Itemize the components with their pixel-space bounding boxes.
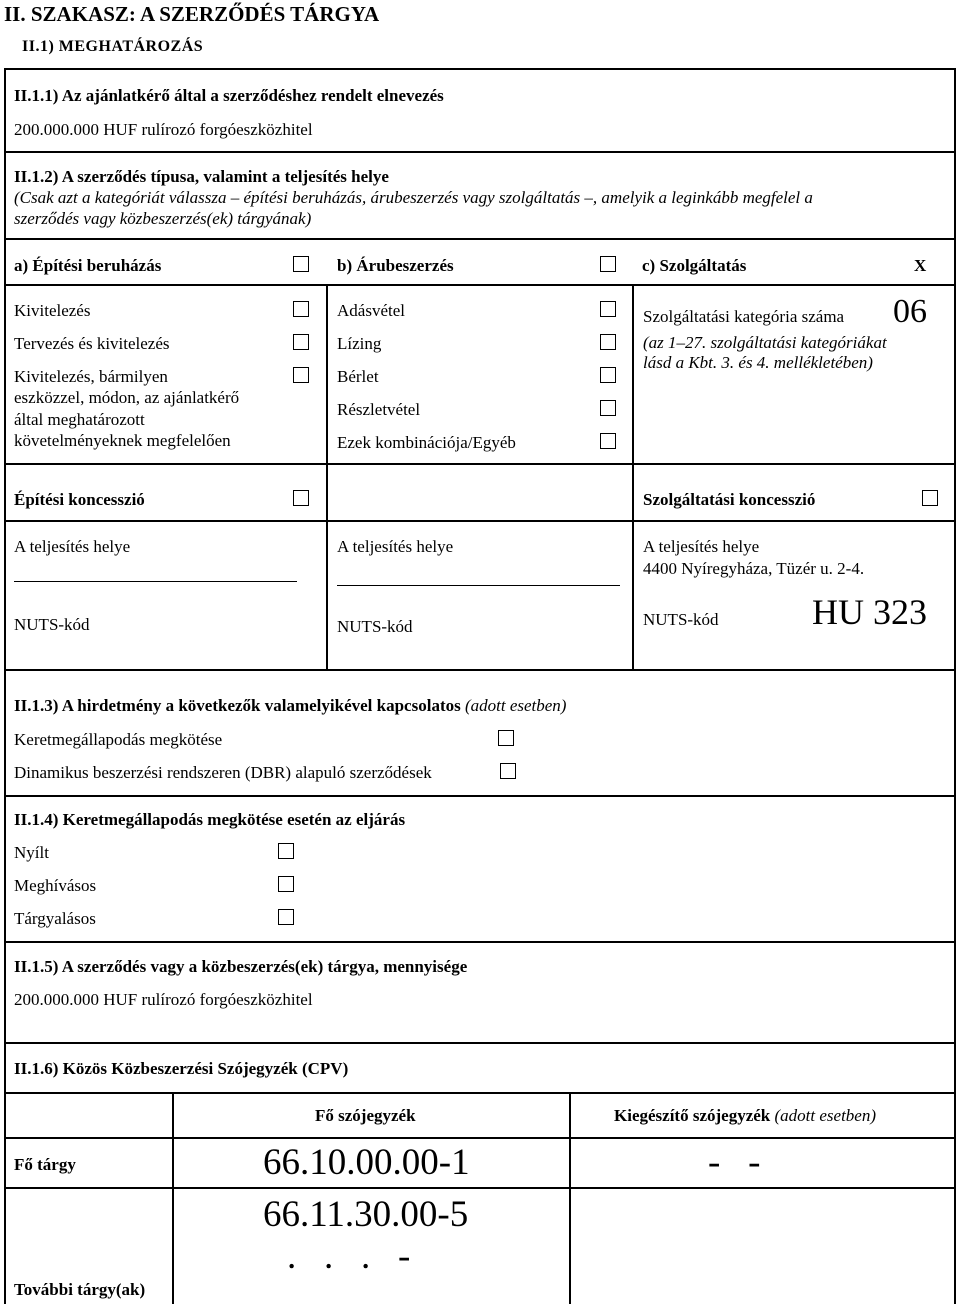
divider — [4, 463, 956, 465]
cpv-main-header: Fő szójegyzék — [315, 1106, 416, 1125]
concession-c-label: Szolgáltatási koncesszió — [643, 490, 816, 509]
col-a-item-checkbox[interactable] — [293, 334, 309, 350]
col-a-item: Kivitelezés — [14, 301, 91, 320]
place-label-b: A teljesítés helye — [337, 537, 454, 556]
s116-title: II.1.6) Közös Közbeszerzési Szójegyzék (CPV) — [14, 1059, 349, 1078]
cpv-main-code: 66.10.00.00-1 — [263, 1142, 470, 1183]
col-b-item: Bérlet — [337, 367, 379, 386]
col-divider — [326, 284, 328, 464]
divider — [4, 1042, 956, 1044]
cpv-supp-header: Kiegészítő szójegyzék — [614, 1106, 771, 1125]
divider — [4, 151, 956, 153]
s112-title: II.1.2) A szerződés típusa, valamint a teljesítés helye — [14, 167, 389, 186]
category-value: 06 — [893, 293, 927, 330]
col-divider — [632, 284, 634, 464]
s113-item-checkbox[interactable] — [500, 763, 516, 779]
cpv-supp-header-row — [614, 1106, 876, 1126]
divider — [4, 284, 956, 286]
s112-note-2: szerződés vagy közbeszerzés(ek) tárgyának) — [14, 209, 312, 228]
col-b-item-checkbox[interactable] — [600, 367, 616, 383]
col-b-item-checkbox[interactable] — [600, 334, 616, 350]
col-divider — [632, 520, 634, 670]
place-value-c: 4400 Nyíregyháza, Tüzér u. 2-4. — [643, 559, 865, 578]
cpv-col-divider — [569, 1092, 571, 1304]
frame-left — [4, 68, 6, 1304]
s113-title: II.1.3) A hirdetmény a következők valamelyikével kapcsolatos — [14, 696, 461, 715]
col-b-item-checkbox[interactable] — [600, 433, 616, 449]
col-a-checkbox[interactable] — [293, 256, 309, 272]
cpv-main-supp: - - — [708, 1142, 761, 1183]
nuts-value-c: HU 323 — [812, 592, 927, 632]
nuts-label-c: NUTS-kód — [643, 610, 719, 629]
s113-title-row — [14, 696, 566, 716]
col-divider — [632, 463, 634, 521]
s115-title: II.1.5) A szerződés vagy a közbeszerzés(ek) tárgya, mennyisége — [14, 957, 468, 976]
s114-item-checkbox[interactable] — [278, 843, 294, 859]
s111-value: 200.000.000 HUF rulírozó forgóeszközhitel — [14, 120, 313, 139]
col-b-checkbox[interactable] — [600, 256, 616, 272]
subsection-title: II.1) MEGHATÁROZÁS — [22, 38, 204, 55]
divider — [4, 795, 956, 797]
col-b-item: Adásvétel — [337, 301, 405, 320]
cpv-supp-header-note: (adott esetben) — [774, 1106, 876, 1125]
divider — [4, 1187, 956, 1189]
col-b-header: b) Árubeszerzés — [337, 256, 454, 275]
concession-a-label: Építési koncesszió — [14, 490, 145, 509]
col-b-item: Lízing — [337, 334, 382, 353]
nuts-label-a: NUTS-kód — [14, 615, 90, 634]
s111-title: II.1.1) Az ajánlatkérő által a szerződéshez rendelt elnevezés — [14, 86, 444, 105]
cpv-main-row-label: Fő tárgy — [14, 1155, 76, 1174]
section-title: II. SZAKASZ: A SZERZŐDÉS TÁRGYA — [4, 2, 380, 26]
col-divider — [326, 463, 328, 521]
col-a-item-checkbox[interactable] — [293, 367, 309, 383]
s114-title: II.1.4) Keretmegállapodás megkötése esetén az eljárás — [14, 810, 406, 829]
category-note: lásd a Kbt. 3. és 4. mellékletében) — [643, 353, 873, 372]
cpv-more-row-label: További tárgy(ak) — [14, 1280, 146, 1299]
s113-item: Dinamikus beszerzési rendszeren (DBR) alapuló szerződések — [14, 763, 432, 782]
col-a-item3-line: követelményeknek megfelelően — [14, 431, 231, 450]
col-a-item3-line: eszközzel, módon, az ajánlatkérő — [14, 388, 240, 407]
col-b-item: Részletvétel — [337, 400, 421, 419]
s114-item: Nyílt — [14, 843, 49, 862]
cpv-more-code: 66.11.30.00-5 — [263, 1194, 469, 1235]
nuts-label-b: NUTS-kód — [337, 617, 413, 636]
frame-top — [4, 68, 956, 70]
cpv-more-code-dots: . . . - — [287, 1236, 411, 1277]
frame-right — [954, 68, 956, 1304]
place-label-c: A teljesítés helye — [643, 537, 760, 556]
s113-item-checkbox[interactable] — [498, 730, 514, 746]
s113-item: Keretmegállapodás megkötése — [14, 730, 223, 749]
place-label-a: A teljesítés helye — [14, 537, 131, 556]
divider — [4, 1137, 956, 1139]
category-label: Szolgáltatási kategória száma — [643, 307, 845, 326]
divider — [4, 941, 956, 943]
divider — [4, 669, 956, 671]
cpv-col-divider — [172, 1092, 174, 1304]
col-divider — [326, 520, 328, 670]
s112-note-1: (Csak azt a kategóriát válassza – építési beruházás, árubeszerzés vagy szolgáltatás –, amelyik a leginkább megfelel a — [14, 188, 813, 207]
s115-value: 200.000.000 HUF rulírozó forgóeszközhitel — [14, 990, 313, 1009]
place-line-b — [337, 585, 620, 586]
col-a-item-checkbox[interactable] — [293, 301, 309, 317]
divider — [4, 238, 956, 240]
col-a-header: a) Építési beruházás — [14, 256, 162, 275]
category-note: (az 1–27. szolgáltatási kategóriákat — [643, 333, 887, 352]
col-b-item-checkbox[interactable] — [600, 301, 616, 317]
s114-item-checkbox[interactable] — [278, 909, 294, 925]
col-b-item-checkbox[interactable] — [600, 400, 616, 416]
col-a-item3-line: Kivitelezés, bármilyen — [14, 367, 168, 386]
s114-item: Tárgyalásos — [14, 909, 96, 928]
divider — [4, 520, 956, 522]
s114-item-checkbox[interactable] — [278, 876, 294, 892]
place-line-a — [14, 581, 297, 582]
col-b-item: Ezek kombinációja/Egyéb — [337, 433, 516, 452]
divider — [4, 1092, 956, 1094]
s114-item: Meghívásos — [14, 876, 97, 895]
s113-title-note: (adott esetben) — [464, 696, 567, 715]
col-a-item: Tervezés és kivitelezés — [14, 334, 170, 353]
col-c-mark: X — [914, 256, 927, 275]
col-c-header: c) Szolgáltatás — [642, 256, 747, 275]
col-a-item3-line: által meghatározott — [14, 410, 145, 429]
concession-c-checkbox[interactable] — [922, 490, 938, 506]
concession-a-checkbox[interactable] — [293, 490, 309, 506]
